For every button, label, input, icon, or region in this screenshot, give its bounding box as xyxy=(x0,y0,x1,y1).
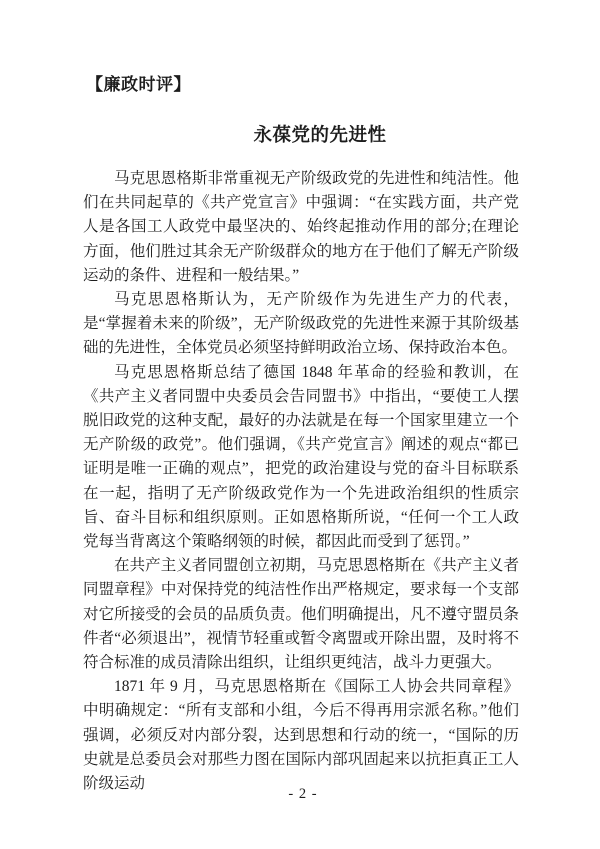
paragraph: 马克思恩格斯非常重视无产阶级政党的先进性和纯洁性。他们在共同起草的《共产党宣言》中强调：“在实践方面，共产党人是各国工人政党中最坚决的、始终起推动作用的部分;在理论方面，他们胜过其余无产阶级群众的地方在于他们了解无产阶级运动的条件、进程和一般结果。” xyxy=(83,170,519,284)
paragraph: 马克思恩格斯总结了德国 1848 年革命的经验和教训，在《共产主义者同盟中央委员会告同盟书》中指出，“要使工人摆脱旧政党的这种支配，最好的办法就是在每一个国家里建立一个无产阶级的政党”。他们强调，《共产党宣言》阐述的观点“都已证明是唯一正确的观点”，把党的政治建设与党的奋斗目标联系在一起，指明了无产阶级政党作为一个先进政治组织的性质宗旨、奋斗目标和组织原则。正如恩格斯所说，“任何一个工人政党每当背离这个策略纲领的时候，都因此而受到了惩罚。” xyxy=(83,363,519,551)
paragraph: 马克思恩格斯认为，无产阶级作为先进生产力的代表，是“掌握着未来的阶级”，无产阶级政党的先进性来源于其阶级基础的先进性，全体党员必须坚持鲜明政治立场、保持政治本色。 xyxy=(83,291,519,357)
page-number: - 2 - xyxy=(288,786,318,802)
section-tag: 【廉政时评】 xyxy=(86,75,191,94)
paragraph: 在共产主义者同盟创立初期，马克思恩格斯在《共产主义者同盟章程》中对保持党的纯洁性作出严格规定，要求每一个支部对它所接受的会员的品质负责。他们明确提出，凡不遵守盟员条件者“必须退出”，视情节轻重或暂令离盟或开除出盟，及时将不符合标准的成员清除出组织，让组织更纯洁，战斗力更强大。 xyxy=(83,557,519,672)
page-title: 永葆党的先进性 xyxy=(253,126,387,146)
paragraph: 1871 年 9 月，马克思恩格斯在《国际工人协会共同章程》中明确规定：“所有支部和小组，今后不得再用宗派名称。”他们强调，必须反对内部分裂，达到思想和行动的统一，“国际的历史就是总委员会对那些力图在国际内部巩固起来以抗拒真正工人阶级运动 xyxy=(83,678,519,793)
document-body xyxy=(83,167,519,796)
